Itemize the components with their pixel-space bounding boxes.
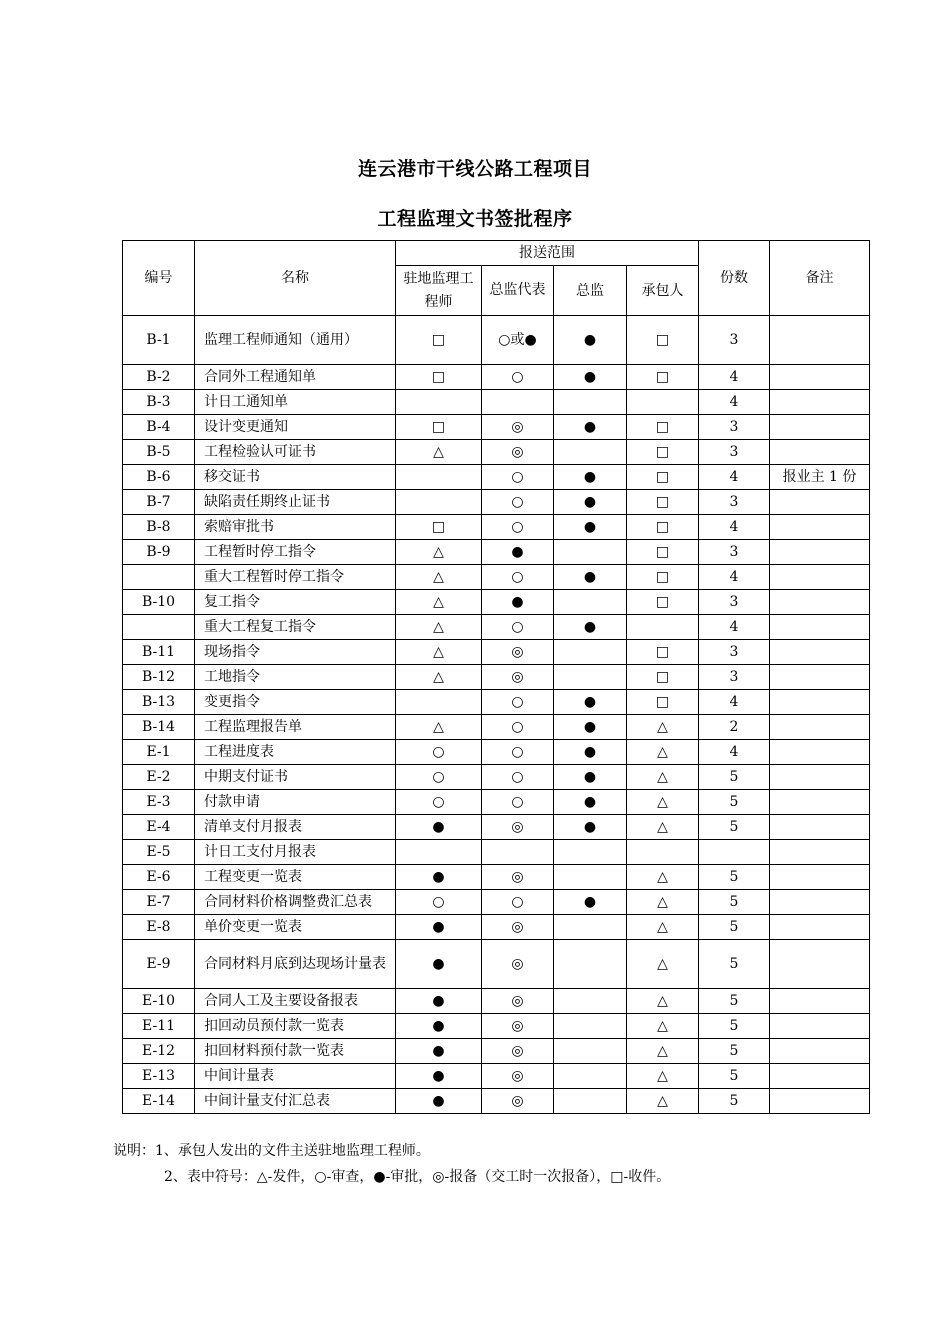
header-copies: 份数 [699, 241, 770, 316]
cell-resident [396, 390, 482, 415]
cell-chief-rep: ◎ [482, 1089, 554, 1114]
cell-name: 工地指令 [195, 665, 396, 690]
cell-remarks [770, 515, 870, 540]
cell-resident: △ [396, 540, 482, 565]
cell-contractor: □ [627, 690, 699, 715]
cell-copies: 5 [699, 915, 770, 940]
cell-chief: ● [554, 890, 627, 915]
cell-name: 工程暂时停工指令 [195, 540, 396, 565]
cell-name: 工程监理报告单 [195, 715, 396, 740]
cell-remarks [770, 1039, 870, 1064]
cell-remarks [770, 590, 870, 615]
cell-chief: ● [554, 815, 627, 840]
cell-chief [554, 1064, 627, 1089]
cell-copies: 4 [699, 390, 770, 415]
cell-copies: 4 [699, 565, 770, 590]
table-row [123, 1064, 870, 1089]
cell-contractor [627, 615, 699, 640]
cell-remarks [770, 1014, 870, 1039]
table-row [123, 1014, 870, 1039]
table-row [123, 740, 870, 765]
table-row [123, 715, 870, 740]
cell-name: 计日工支付月报表 [195, 840, 396, 865]
cell-name: 复工指令 [195, 590, 396, 615]
cell-resident [396, 840, 482, 865]
cell-contractor: △ [627, 765, 699, 790]
cell-copies: 5 [699, 865, 770, 890]
cell-chief: ● [554, 790, 627, 815]
cell-remarks [770, 415, 870, 440]
cell-remarks [770, 790, 870, 815]
cell-remarks [770, 365, 870, 390]
cell-code: E-4 [123, 815, 195, 840]
cell-copies: 3 [699, 540, 770, 565]
cell-contractor: □ [627, 316, 699, 365]
cell-name: 扣回动员预付款一览表 [195, 1014, 396, 1039]
table-row [123, 540, 870, 565]
cell-contractor: □ [627, 565, 699, 590]
table-row [123, 515, 870, 540]
cell-chief-rep: ◎ [482, 440, 554, 465]
cell-remarks [770, 390, 870, 415]
cell-resident [396, 490, 482, 515]
cell-copies: 5 [699, 1014, 770, 1039]
cell-remarks [770, 690, 870, 715]
cell-contractor: □ [627, 490, 699, 515]
cell-name: 计日工通知单 [195, 390, 396, 415]
table-row [123, 940, 870, 989]
table-row [123, 615, 870, 640]
cell-remarks [770, 565, 870, 590]
cell-copies: 5 [699, 1064, 770, 1089]
cell-chief [554, 640, 627, 665]
table-row [123, 465, 870, 490]
cell-chief: ● [554, 490, 627, 515]
cell-remarks [770, 715, 870, 740]
cell-name: 扣回材料预付款一览表 [195, 1039, 396, 1064]
cell-copies: 5 [699, 989, 770, 1014]
cell-chief-rep: ◎ [482, 940, 554, 989]
cell-copies: 5 [699, 1089, 770, 1114]
cell-copies: 3 [699, 316, 770, 365]
cell-remarks [770, 640, 870, 665]
cell-chief [554, 440, 627, 465]
cell-code: E-6 [123, 865, 195, 890]
approval-table [122, 240, 870, 1114]
cell-name: 中间计量表 [195, 1064, 396, 1089]
cell-code: E-14 [123, 1089, 195, 1114]
cell-chief-rep: ○ [482, 765, 554, 790]
cell-chief-rep [482, 390, 554, 415]
cell-remarks [770, 490, 870, 515]
cell-code: B-9 [123, 540, 195, 565]
cell-code: B-1 [123, 316, 195, 365]
cell-code: E-2 [123, 765, 195, 790]
cell-copies: 4 [699, 465, 770, 490]
document-subtitle: 工程监理文书签批程序 [377, 208, 573, 230]
cell-name: 索赔审批书 [195, 515, 396, 540]
cell-chief [554, 1089, 627, 1114]
cell-contractor: □ [627, 640, 699, 665]
cell-name: 移交证书 [195, 465, 396, 490]
cell-copies: 3 [699, 640, 770, 665]
cell-name: 重大工程暂时停工指令 [195, 565, 396, 590]
cell-resident: ○ [396, 890, 482, 915]
cell-name: 重大工程复工指令 [195, 615, 396, 640]
cell-code: B-6 [123, 465, 195, 490]
cell-code: B-14 [123, 715, 195, 740]
cell-chief [554, 1039, 627, 1064]
cell-remarks [770, 915, 870, 940]
cell-copies: 3 [699, 590, 770, 615]
document-title: 连云港市干线公路工程项目 [357, 158, 592, 180]
cell-chief [554, 989, 627, 1014]
cell-resident: ● [396, 1089, 482, 1114]
cell-code: E-10 [123, 989, 195, 1014]
cell-contractor: □ [627, 665, 699, 690]
cell-chief-rep: ○ [482, 490, 554, 515]
cell-contractor: △ [627, 940, 699, 989]
header-remarks: 备注 [770, 241, 870, 316]
cell-code: E-11 [123, 1014, 195, 1039]
cell-name: 付款申请 [195, 790, 396, 815]
cell-contractor: △ [627, 1064, 699, 1089]
cell-resident: ● [396, 1014, 482, 1039]
cell-contractor: △ [627, 865, 699, 890]
cell-name: 工程变更一览表 [195, 865, 396, 890]
cell-code: B-12 [123, 665, 195, 690]
cell-copies: 5 [699, 790, 770, 815]
cell-chief-rep [482, 840, 554, 865]
header-scope: 报送范围 [396, 241, 699, 266]
cell-chief-rep: ◎ [482, 640, 554, 665]
cell-code: B-11 [123, 640, 195, 665]
cell-copies [699, 840, 770, 865]
table-row [123, 415, 870, 440]
cell-resident [396, 465, 482, 490]
cell-remarks [770, 316, 870, 365]
table-row [123, 865, 870, 890]
cell-chief-rep: ◎ [482, 665, 554, 690]
cell-name: 监理工程师通知（通用） [195, 316, 396, 365]
cell-remarks [770, 440, 870, 465]
cell-code: B-7 [123, 490, 195, 515]
table-row [123, 390, 870, 415]
cell-code: E-8 [123, 915, 195, 940]
cell-code: B-8 [123, 515, 195, 540]
table-row [123, 890, 870, 915]
cell-resident: △ [396, 440, 482, 465]
cell-code: E-9 [123, 940, 195, 989]
cell-code: E-3 [123, 790, 195, 815]
cell-contractor: □ [627, 540, 699, 565]
cell-chief [554, 590, 627, 615]
cell-remarks [770, 940, 870, 989]
cell-contractor: △ [627, 715, 699, 740]
cell-chief-rep: ◎ [482, 865, 554, 890]
cell-contractor: □ [627, 590, 699, 615]
cell-copies: 5 [699, 815, 770, 840]
cell-name: 合同材料价格调整费汇总表 [195, 890, 396, 915]
cell-copies: 4 [699, 690, 770, 715]
cell-chief-rep: ○ [482, 565, 554, 590]
cell-chief [554, 865, 627, 890]
cell-copies: 5 [699, 940, 770, 989]
cell-chief-rep: ◎ [482, 1064, 554, 1089]
cell-chief-rep: ○ [482, 890, 554, 915]
cell-chief-rep: ◎ [482, 815, 554, 840]
cell-code: B-5 [123, 440, 195, 465]
cell-chief: ● [554, 465, 627, 490]
cell-copies: 5 [699, 765, 770, 790]
cell-resident: △ [396, 640, 482, 665]
cell-chief [554, 840, 627, 865]
cell-resident: ● [396, 1064, 482, 1089]
cell-contractor: □ [627, 415, 699, 440]
cell-copies: 5 [699, 890, 770, 915]
cell-chief-rep: ◎ [482, 989, 554, 1014]
cell-resident: □ [396, 415, 482, 440]
cell-remarks [770, 840, 870, 865]
cell-name: 单价变更一览表 [195, 915, 396, 940]
table-row [123, 765, 870, 790]
cell-resident: ● [396, 940, 482, 989]
cell-resident: □ [396, 515, 482, 540]
cell-copies: 3 [699, 665, 770, 690]
cell-copies: 2 [699, 715, 770, 740]
cell-name: 工程检验认可证书 [195, 440, 396, 465]
cell-code: E-12 [123, 1039, 195, 1064]
cell-remarks [770, 615, 870, 640]
cell-name: 中期支付证书 [195, 765, 396, 790]
cell-remarks [770, 865, 870, 890]
cell-name: 中间计量支付汇总表 [195, 1089, 396, 1114]
cell-name: 现场指令 [195, 640, 396, 665]
cell-chief-rep: ○ [482, 715, 554, 740]
cell-resident: ○ [396, 765, 482, 790]
cell-chief: ● [554, 615, 627, 640]
table-row [123, 590, 870, 615]
table-row [123, 490, 870, 515]
cell-contractor: △ [627, 989, 699, 1014]
cell-name: 合同材料月底到达现场计量表 [195, 940, 396, 989]
cell-contractor: △ [627, 790, 699, 815]
cell-remarks [770, 989, 870, 1014]
cell-chief-rep: ○ [482, 365, 554, 390]
cell-resident: △ [396, 615, 482, 640]
cell-contractor: △ [627, 1089, 699, 1114]
cell-chief-rep: ○ [482, 465, 554, 490]
cell-copies: 4 [699, 615, 770, 640]
cell-remarks: 报业主 1 份 [770, 465, 870, 490]
cell-code: E-13 [123, 1064, 195, 1089]
cell-contractor: △ [627, 915, 699, 940]
cell-resident: ● [396, 815, 482, 840]
table-body [123, 316, 870, 1114]
table-row [123, 690, 870, 715]
cell-resident: ○ [396, 790, 482, 815]
cell-contractor: △ [627, 815, 699, 840]
note-line-2: 2、表中符号：△-发件，○-审查，●-审批，◎-报备（交工时一次报备），□-收件。 [164, 1169, 671, 1185]
cell-chief: ● [554, 765, 627, 790]
table-row [123, 815, 870, 840]
cell-name: 工程进度表 [195, 740, 396, 765]
cell-copies: 3 [699, 415, 770, 440]
cell-chief [554, 940, 627, 989]
cell-copies: 4 [699, 365, 770, 390]
cell-contractor [627, 390, 699, 415]
cell-chief [554, 1014, 627, 1039]
cell-chief: ● [554, 690, 627, 715]
cell-chief [554, 915, 627, 940]
cell-code [123, 615, 195, 640]
cell-chief-rep: ◎ [482, 1039, 554, 1064]
cell-copies: 3 [699, 490, 770, 515]
cell-chief: ● [554, 715, 627, 740]
cell-contractor: △ [627, 740, 699, 765]
cell-remarks [770, 665, 870, 690]
table-row [123, 365, 870, 390]
table-row [123, 1039, 870, 1064]
cell-chief: ● [554, 740, 627, 765]
cell-code: B-13 [123, 690, 195, 715]
cell-chief [554, 665, 627, 690]
cell-remarks [770, 1089, 870, 1114]
cell-copies: 4 [699, 740, 770, 765]
cell-remarks [770, 890, 870, 915]
cell-chief-rep: ○ [482, 615, 554, 640]
cell-name: 清单支付月报表 [195, 815, 396, 840]
cell-contractor: △ [627, 1014, 699, 1039]
cell-chief-rep: ◎ [482, 1014, 554, 1039]
cell-remarks [770, 765, 870, 790]
cell-remarks [770, 815, 870, 840]
table-row [123, 840, 870, 865]
cell-resident: □ [396, 365, 482, 390]
cell-resident: ● [396, 1039, 482, 1064]
cell-code: B-4 [123, 415, 195, 440]
cell-resident: △ [396, 565, 482, 590]
cell-code: E-7 [123, 890, 195, 915]
table-row [123, 790, 870, 815]
cell-resident: △ [396, 590, 482, 615]
cell-name: 缺陷责任期终止证书 [195, 490, 396, 515]
cell-chief: ● [554, 365, 627, 390]
cell-copies: 3 [699, 440, 770, 465]
cell-code: E-1 [123, 740, 195, 765]
cell-resident: □ [396, 316, 482, 365]
cell-chief: ● [554, 565, 627, 590]
cell-chief [554, 390, 627, 415]
cell-contractor: △ [627, 890, 699, 915]
header-chief: 总监 [554, 266, 627, 316]
cell-chief-rep: ● [482, 540, 554, 565]
cell-remarks [770, 1064, 870, 1089]
cell-contractor: □ [627, 465, 699, 490]
cell-copies: 4 [699, 515, 770, 540]
cell-chief-rep: ○ [482, 515, 554, 540]
cell-chief: ● [554, 415, 627, 440]
cell-contractor: □ [627, 515, 699, 540]
cell-code: B-2 [123, 365, 195, 390]
cell-chief: ● [554, 515, 627, 540]
cell-chief-rep: ○ [482, 740, 554, 765]
cell-name: 变更指令 [195, 690, 396, 715]
cell-chief-rep: ● [482, 590, 554, 615]
header-chief-rep: 总监代表 [482, 266, 554, 316]
cell-code [123, 565, 195, 590]
table-row [123, 1089, 870, 1114]
cell-resident: △ [396, 715, 482, 740]
cell-chief-rep: ○ [482, 690, 554, 715]
cell-resident: ● [396, 915, 482, 940]
cell-name: 合同人工及主要设备报表 [195, 989, 396, 1014]
cell-copies: 5 [699, 1039, 770, 1064]
cell-code: E-5 [123, 840, 195, 865]
table-row [123, 316, 870, 365]
table-row [123, 640, 870, 665]
table-row [123, 989, 870, 1014]
cell-resident: ○ [396, 740, 482, 765]
cell-resident: ● [396, 865, 482, 890]
cell-chief-rep: ○ [482, 790, 554, 815]
cell-resident [396, 690, 482, 715]
note-line-1: 说明：1、承包人发出的文件主送驻地监理工程师。 [113, 1143, 430, 1159]
cell-name: 设计变更通知 [195, 415, 396, 440]
cell-chief: ● [554, 316, 627, 365]
cell-contractor: □ [627, 365, 699, 390]
cell-remarks [770, 740, 870, 765]
cell-code: B-3 [123, 390, 195, 415]
cell-contractor: △ [627, 1039, 699, 1064]
cell-chief-rep: ◎ [482, 915, 554, 940]
cell-code: B-10 [123, 590, 195, 615]
cell-name: 合同外工程通知单 [195, 365, 396, 390]
cell-chief-rep: ○或● [482, 316, 554, 365]
header-contractor: 承包人 [627, 266, 699, 316]
cell-resident: △ [396, 665, 482, 690]
cell-resident: ● [396, 989, 482, 1014]
table-row [123, 665, 870, 690]
cell-contractor [627, 840, 699, 865]
table-row [123, 915, 870, 940]
table-row [123, 440, 870, 465]
table-row [123, 565, 870, 590]
cell-remarks [770, 540, 870, 565]
cell-chief-rep: ◎ [482, 415, 554, 440]
header-resident: 驻地监理工程师 [396, 266, 482, 316]
header-code: 编号 [123, 241, 195, 316]
cell-contractor: □ [627, 440, 699, 465]
header-name: 名称 [195, 241, 396, 316]
cell-chief [554, 540, 627, 565]
